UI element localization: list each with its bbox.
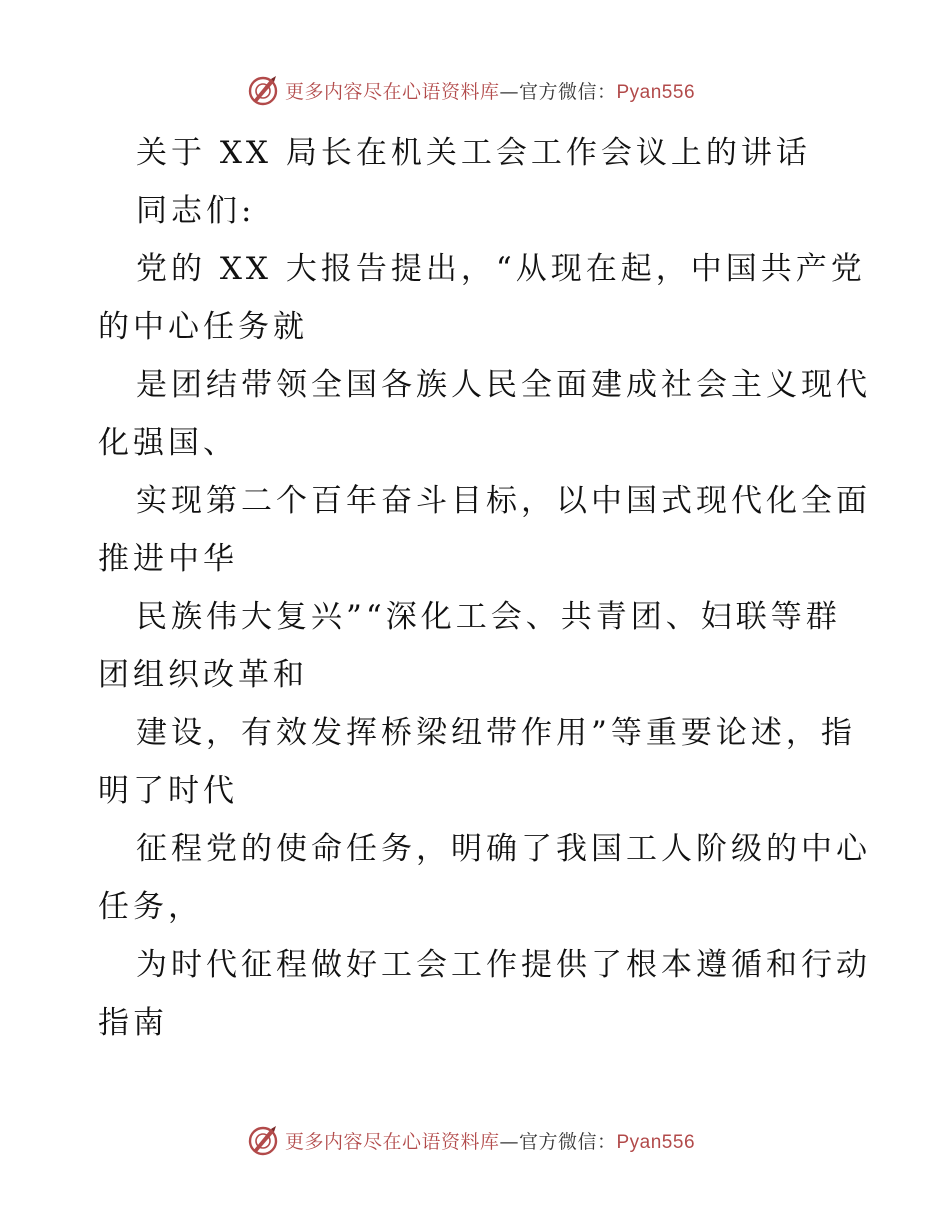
paragraph-line-continuation: 指南 — [98, 1005, 168, 1041]
paragraph-lines — [98, 240, 871, 1052]
header-separator: — — [499, 80, 519, 103]
paragraph-line: 是团结带领全国各族人民全面建成社会主义现代 — [136, 367, 871, 403]
header-wechat-label: 官方微信： — [518, 80, 617, 103]
paragraph-line-continuation: 团组织改革和 — [98, 657, 308, 693]
paragraph-line-continuation: 的中心任务就 — [98, 309, 308, 345]
footer-banner-text — [285, 1127, 695, 1154]
footer-site-name: 更多内容尽在心语资料库 — [284, 1130, 500, 1153]
paragraph-line: 征程党的使命任务，明确了我国工人阶级的中心 — [136, 831, 871, 867]
paragraph-line: 党的 XX 大报告提出，“从现在起，中国共产党 — [136, 251, 866, 287]
paragraph-line-continuation: 明了时代 — [98, 773, 238, 809]
header-wechat-id: Pyan556 — [616, 81, 696, 103]
header-banner-inner — [247, 74, 695, 106]
paragraph-line: 民族伟大复兴”“深化工会、共青团、妇联等群 — [136, 599, 841, 635]
footer-banner-inner — [247, 1124, 695, 1156]
header-site-name: 更多内容尽在心语资料库 — [284, 80, 500, 103]
quill-logo-icon — [247, 74, 279, 106]
salutation: 同志们: — [136, 193, 256, 229]
footer-wechat-label: 官方微信： — [518, 1130, 617, 1153]
header-banner — [0, 70, 950, 110]
document-title: 关于 XX 局长在机关工会工作会议上的讲话 — [136, 135, 811, 171]
paragraph-line-continuation: 化强国、 — [98, 425, 238, 461]
footer-banner — [0, 1120, 950, 1160]
paragraph-line: 为时代征程做好工会工作提供了根本遵循和行动 — [136, 947, 871, 983]
paragraph-line: 建设，有效发挥桥梁纽带作用”等重要论述，指 — [136, 715, 856, 751]
paragraph-line-continuation: 任务， — [98, 889, 203, 925]
document-body — [98, 124, 871, 1052]
header-banner-text — [285, 77, 695, 104]
quill-logo-icon — [247, 1124, 279, 1156]
paragraph-line: 实现第二个百年奋斗目标，以中国式现代化全面 — [136, 483, 871, 519]
footer-separator: — — [499, 1130, 519, 1153]
paragraph-line-continuation: 推进中华 — [98, 541, 238, 577]
footer-wechat-id: Pyan556 — [616, 1131, 696, 1153]
